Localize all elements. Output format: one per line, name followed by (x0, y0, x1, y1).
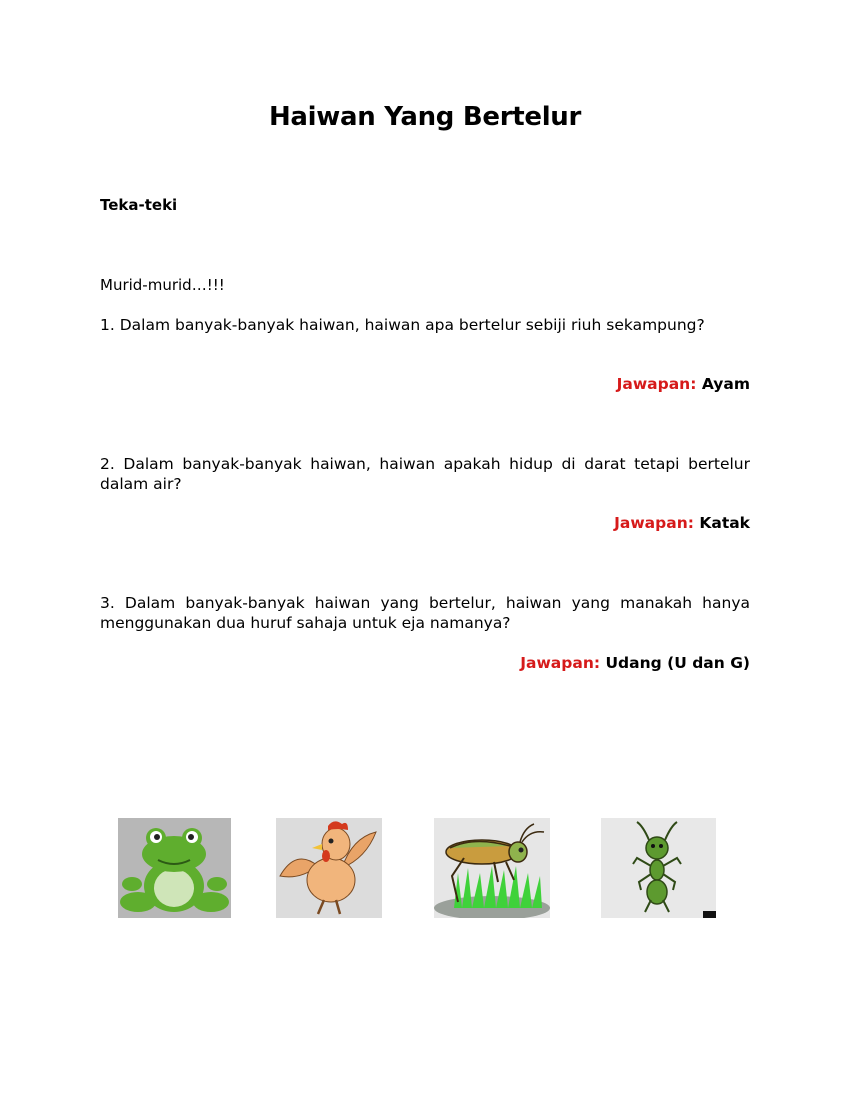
question-1: 1. Dalam banyak-banyak haiwan, haiwan apa bertelur sebiji riuh sekampung? (100, 316, 705, 334)
answer-1 (100, 374, 750, 394)
chicken-image (276, 818, 382, 918)
question-2: 2. Dalam banyak-banyak haiwan, haiwan apakah hidup di darat tetapi bertelur dalam air? (100, 455, 750, 493)
page-title: Haiwan Yang Bertelur (268, 102, 582, 132)
answer-label: Jawapan: (616, 375, 697, 393)
frog-image (118, 818, 231, 918)
answer-3 (100, 653, 750, 673)
answer-label: Jawapan: (520, 654, 601, 672)
answer-label: Jawapan: (614, 514, 694, 532)
answer-value: Udang (U dan G) (605, 654, 750, 672)
question-3: 3. Dalam banyak-banyak haiwan yang bertelur, haiwan yang manakah hanya menggunakan dua huruf sahaja untuk eja namanya? (100, 594, 750, 632)
answer-2 (100, 513, 750, 533)
answer-value: Katak (699, 514, 750, 532)
answer-value: Ayam (701, 375, 750, 393)
intro-text: Murid-murid…!!! (100, 276, 225, 294)
ant-image (601, 818, 716, 918)
grasshopper-image (434, 818, 550, 918)
section-heading: Teka-teki (100, 196, 178, 214)
